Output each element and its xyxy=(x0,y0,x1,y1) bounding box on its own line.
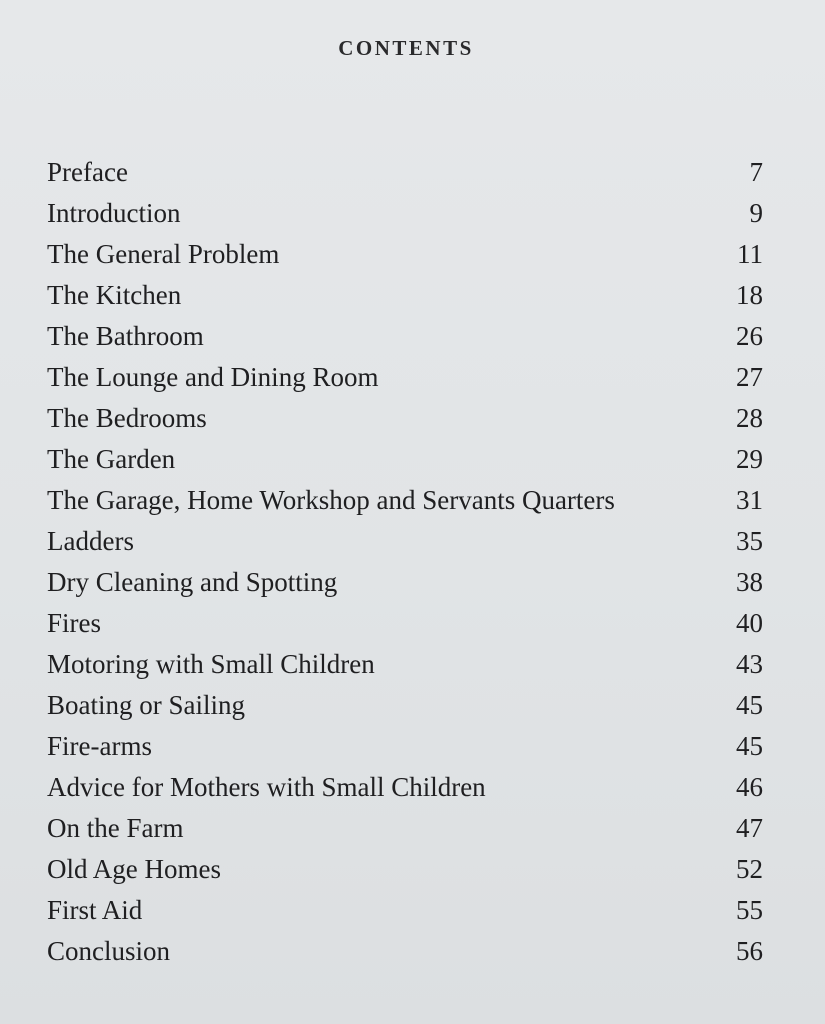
toc-entry xyxy=(47,726,763,767)
toc-entry-page-number: 45 xyxy=(736,690,763,720)
toc-entry xyxy=(47,521,763,562)
toc-entry xyxy=(47,644,763,685)
toc-entry-page-number: 27 xyxy=(736,362,763,392)
toc-entry-page-number: 47 xyxy=(736,813,763,843)
toc-entry-title: Preface xyxy=(47,157,128,187)
toc-entry-page-number: 56 xyxy=(736,936,763,966)
toc-entry xyxy=(47,398,763,439)
toc-entry xyxy=(47,439,763,480)
toc-entry xyxy=(47,849,763,890)
toc-entry-title: The Lounge and Dining Room xyxy=(47,362,379,392)
toc-entry-page-number: 43 xyxy=(736,649,763,679)
toc-entry xyxy=(47,603,763,644)
toc-entry-title: The Garage, Home Workshop and Servants Quarters xyxy=(47,485,615,515)
toc-entry-page-number: 46 xyxy=(736,772,763,802)
toc-entry xyxy=(47,808,763,849)
toc-entry-title: The General Problem xyxy=(47,239,280,269)
toc-entry-page-number: 52 xyxy=(736,854,763,884)
toc-entry-title: Old Age Homes xyxy=(47,854,221,884)
toc-entry xyxy=(47,562,763,603)
toc-entry xyxy=(47,480,763,521)
toc-entry xyxy=(47,275,763,316)
toc-entry xyxy=(47,931,763,972)
toc-entry xyxy=(47,890,763,931)
toc-entry-title: The Bedrooms xyxy=(47,403,207,433)
toc-entry xyxy=(47,357,763,398)
toc-entry-title: The Bathroom xyxy=(47,321,204,351)
toc-entry-title: Advice for Mothers with Small Children xyxy=(47,772,486,802)
toc-entry-page-number: 45 xyxy=(736,731,763,761)
toc-entry-title: The Kitchen xyxy=(47,280,182,310)
toc-entry-page-number: 28 xyxy=(736,403,763,433)
toc-entry xyxy=(47,234,763,275)
toc-entry-title: Dry Cleaning and Spotting xyxy=(47,567,338,597)
toc-entry xyxy=(47,152,763,193)
table-of-contents xyxy=(47,152,763,972)
toc-entry-page-number: 9 xyxy=(749,198,763,228)
toc-entry-title: First Aid xyxy=(47,895,143,925)
toc-entry-page-number: 18 xyxy=(736,280,763,310)
toc-entry-page-number: 7 xyxy=(749,157,763,187)
toc-entry xyxy=(47,685,763,726)
toc-entry-page-number: 40 xyxy=(736,608,763,638)
toc-entry xyxy=(47,316,763,357)
toc-entry-page-number: 26 xyxy=(736,321,763,351)
toc-entry xyxy=(47,767,763,808)
toc-entry-title: Boating or Sailing xyxy=(47,690,245,720)
toc-entry-page-number: 35 xyxy=(736,526,763,556)
toc-entry-page-number: 55 xyxy=(736,895,763,925)
toc-entry-title: On the Farm xyxy=(47,813,184,843)
toc-entry-page-number: 11 xyxy=(737,239,763,269)
toc-entry xyxy=(47,193,763,234)
toc-entry-title: The Garden xyxy=(47,444,176,474)
toc-entry-title: Introduction xyxy=(47,198,181,228)
toc-entry-page-number: 38 xyxy=(736,567,763,597)
toc-entry-title: Motoring with Small Children xyxy=(47,649,375,679)
page-title: CONTENTS xyxy=(338,36,474,60)
toc-entry-page-number: 29 xyxy=(736,444,763,474)
toc-entry-title: Conclusion xyxy=(47,936,171,966)
toc-entry-title: Fire-arms xyxy=(47,731,152,761)
toc-entry-page-number: 31 xyxy=(736,485,763,515)
toc-entry-title: Fires xyxy=(47,608,101,638)
toc-entry-title: Ladders xyxy=(47,526,134,556)
